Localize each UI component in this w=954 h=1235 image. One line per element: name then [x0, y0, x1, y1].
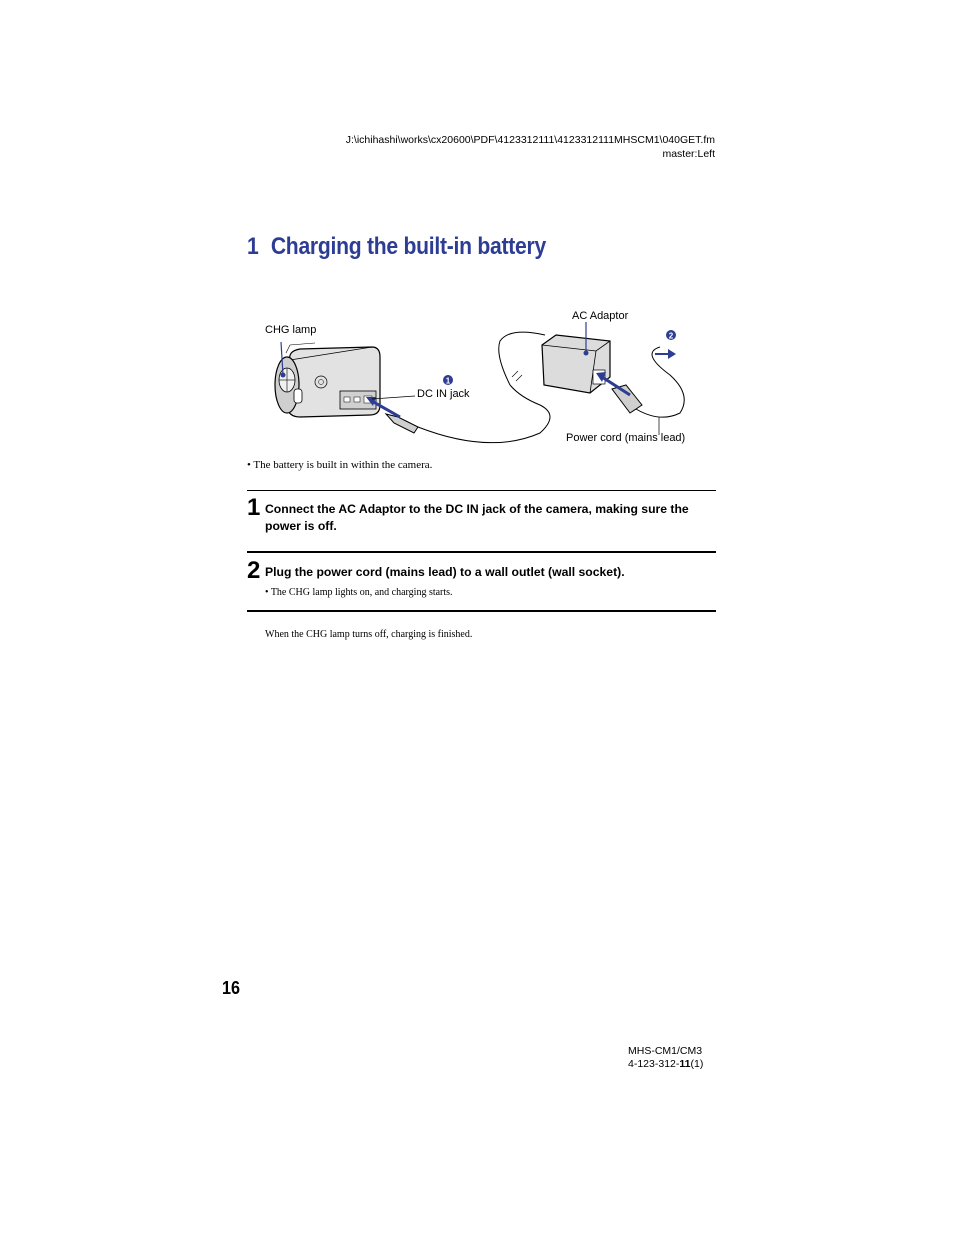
- step-2-text: Plug the power cord (mains lead) to a wall outlet (wall socket).: [265, 565, 625, 579]
- divider: [247, 551, 716, 553]
- camera-icon: [275, 343, 380, 417]
- ac-adaptor-label: AC Adaptor: [572, 310, 629, 322]
- code-bold: 11: [679, 1058, 691, 1070]
- code-prefix: 4-123-312-: [628, 1058, 680, 1070]
- step-2-bullet: • The CHG lamp lights on, and charging starts.: [265, 587, 453, 598]
- page-title: [247, 233, 546, 261]
- step-1-number: 1: [247, 494, 261, 521]
- model-footer: [628, 1045, 703, 1071]
- power-plug-icon: [612, 347, 684, 417]
- divider: [247, 490, 716, 491]
- charging-illustration: [260, 305, 710, 455]
- dc-cable: [499, 332, 545, 385]
- master-label: master:Left: [662, 148, 715, 160]
- wall-outlet-arrow: [655, 349, 676, 359]
- chg-lamp-label: CHG lamp: [265, 324, 317, 336]
- marker-1-label: 1: [445, 376, 451, 386]
- dc-in-jack-label: DC IN jack: [417, 388, 470, 400]
- power-cord-label: Power cord (mains lead): [566, 432, 686, 444]
- chg-lamp-indicator: [281, 373, 286, 378]
- document-code: [628, 1058, 703, 1071]
- charging-finished-note: When the CHG lamp turns off, charging is finished.: [265, 629, 473, 640]
- divider: [247, 610, 716, 612]
- ac-adaptor-icon: [542, 335, 610, 393]
- page-number: 16: [222, 978, 241, 998]
- section-number: 1: [247, 233, 259, 260]
- step-1-text: Connect the AC Adaptor to the DC IN jack of the camera, making sure the power is off.: [265, 502, 689, 533]
- code-suffix: (1): [690, 1058, 704, 1070]
- model-name: MHS-CM1/CM3: [628, 1045, 703, 1057]
- file-path-header: [346, 133, 715, 161]
- battery-note: • The battery is built in within the camera.: [247, 459, 433, 471]
- marker-2-label: 2: [668, 331, 674, 341]
- file-path: J:\ichihashi\works\cx20600\PDF\4123312111\4123312111MHSCM1\040GET.fm: [345, 134, 715, 146]
- section-title: Charging the built-in battery: [270, 233, 546, 260]
- step-2-number: 2: [247, 557, 261, 584]
